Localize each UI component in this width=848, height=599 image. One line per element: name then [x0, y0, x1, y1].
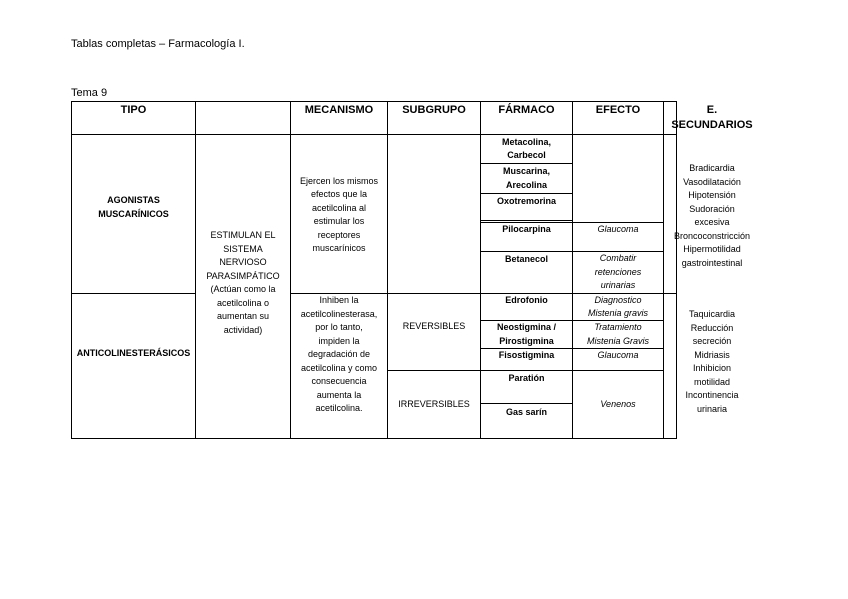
farmaco-betanecol: Betanecol	[504, 254, 548, 265]
section-label: Tema 9	[71, 87, 108, 99]
farmaco-oxotremorina: Oxotremorina	[496, 195, 556, 206]
table-border-bottom	[71, 438, 677, 439]
mecanismo-line: aumenta la	[316, 389, 362, 400]
mecanismo-line: estimular los	[313, 216, 365, 226]
secundario-line: motilidad	[693, 376, 731, 387]
mecanismo-line: efectos que la	[310, 189, 368, 199]
mecanismo-anticolinesterasicos	[291, 294, 387, 416]
efecto-fisostigmina: Glaucoma	[597, 350, 639, 361]
header-subgrupo: SUBGRUPO	[402, 104, 466, 116]
mecanismo-line: Ejercen los mismos	[299, 175, 379, 186]
header-secundarios-line1: E.	[706, 104, 718, 116]
secundario-line: Bradicardia	[689, 163, 735, 173]
mecanismo-line: acetilcolinesterasa,	[300, 308, 378, 319]
farmaco-pilocarpina: Pilocarpina	[502, 224, 551, 235]
efecto-pilocarpina: Glaucoma	[597, 224, 639, 235]
farmaco-neostigmina	[481, 321, 572, 348]
mecanismo-line: acetilcolina.	[315, 403, 363, 414]
efecto-betanecol	[573, 252, 663, 293]
general-line: SISTEMA	[223, 243, 263, 254]
secundario-line: Hipermotilidad	[683, 244, 741, 254]
general-line: NERVIOSO	[219, 257, 267, 267]
subgrupo-reversibles: REVERSIBLES	[402, 321, 466, 332]
header-secundarios-line2: SECUNDARIOS	[671, 119, 753, 131]
secundario-line: Sudoración	[689, 203, 735, 214]
farmaco-edrofonio: Edrofonio	[505, 295, 548, 306]
efecto-line: Mistenia gravis	[587, 308, 649, 318]
general-line: PARASIMPÁTICO	[206, 270, 280, 281]
secundario-line: Hipotensión	[688, 190, 736, 200]
header-mecanismo: MECANISMO	[304, 104, 374, 116]
secundario-line: urinaria	[696, 403, 727, 414]
general-line: aumentan su	[216, 311, 270, 321]
farmaco-line: Neostigmina /	[496, 322, 556, 332]
mecanismo-line: acetilcolina al	[311, 202, 367, 213]
secundario-line: Vasodilatación	[683, 176, 741, 187]
farmaco-line: Carbecol	[507, 150, 546, 160]
tipo-line: AGONISTAS	[107, 195, 160, 205]
secundario-line: Taquicardia	[688, 309, 736, 319]
subgrupo-irreversibles: IRREVERSIBLES	[398, 399, 470, 410]
general-description	[196, 228, 290, 338]
tipo-agonistas-muscarinicos	[72, 135, 195, 280]
mecanismo-line: Inhiben la	[319, 295, 359, 306]
header-secundarios	[664, 102, 760, 134]
secundario-line: Incontinencia	[685, 390, 739, 400]
col-line-3	[387, 101, 388, 439]
secundario-line: Midriasis	[694, 349, 730, 360]
mecanismo-line: consecuencia	[311, 376, 367, 387]
document-title: Tablas completas – Farmacología I.	[71, 38, 245, 50]
efecto-venenos: Venenos	[600, 399, 636, 410]
secundario-line: gastrointestinal	[681, 257, 743, 268]
header-efecto: EFECTO	[595, 104, 641, 116]
efecto-edrofonio	[573, 294, 663, 320]
efecto-line: Diagnostico	[594, 294, 642, 305]
tipo-anticolinesterasicos: ANTICOLINESTERÁSICOS	[76, 348, 191, 359]
mecanismo-line: impiden la	[318, 335, 360, 346]
header-tipo: TIPO	[120, 104, 147, 116]
secundario-line: secreción	[692, 336, 732, 346]
farmaco-gas-sarin: Gas sarín	[505, 406, 548, 417]
header-farmaco: FÁRMACO	[498, 104, 555, 116]
farmaco-line: Arecolina	[505, 179, 547, 190]
farmaco-metacolina	[481, 135, 572, 163]
farmaco-line: Pirostigmina	[499, 335, 554, 346]
efecto-line: Tratamiento	[594, 322, 642, 332]
farmaco-pation: Paratión	[508, 373, 545, 384]
efecto-line: retenciones	[594, 266, 642, 277]
farmaco-fisostigmina: Fisostigmina	[498, 350, 555, 361]
mecanismo-agonistas	[291, 172, 387, 258]
general-line: acetilcolina o	[216, 297, 270, 308]
farmaco-divider	[480, 220, 572, 221]
mecanismo-line: acetilcolina y como	[300, 362, 378, 373]
mecanismo-line: muscarínicos	[312, 243, 366, 253]
secundarios-agonistas	[664, 160, 760, 272]
farmaco-line: Muscarina,	[502, 166, 551, 176]
general-line: actividad)	[223, 324, 263, 335]
efecto-neostigmina	[573, 321, 663, 348]
secundario-line: Inhibicion	[692, 363, 732, 373]
header-blank	[196, 102, 290, 134]
farmaco-muscarina	[481, 164, 572, 193]
mecanismo-line: degradación de	[307, 349, 371, 360]
secundario-line: Reducción	[690, 322, 734, 333]
secundarios-anticolinesterasicos	[664, 306, 760, 418]
farmaco-line: Metacolina,	[501, 136, 551, 147]
general-line: (Actúan como la	[210, 284, 276, 294]
tipo-line: MUSCARÍNICOS	[98, 208, 169, 219]
efecto-line: Combatir	[599, 253, 637, 264]
secundario-line: Broncoconstricción	[673, 230, 751, 241]
mecanismo-line: receptores	[317, 229, 361, 240]
efecto-line: urinarias	[600, 280, 636, 291]
mecanismo-line: por lo tanto,	[315, 322, 363, 333]
secundario-line: excesiva	[694, 217, 730, 227]
efecto-line: Mistenia Gravis	[586, 335, 649, 346]
general-line: ESTIMULAN EL	[210, 230, 276, 240]
